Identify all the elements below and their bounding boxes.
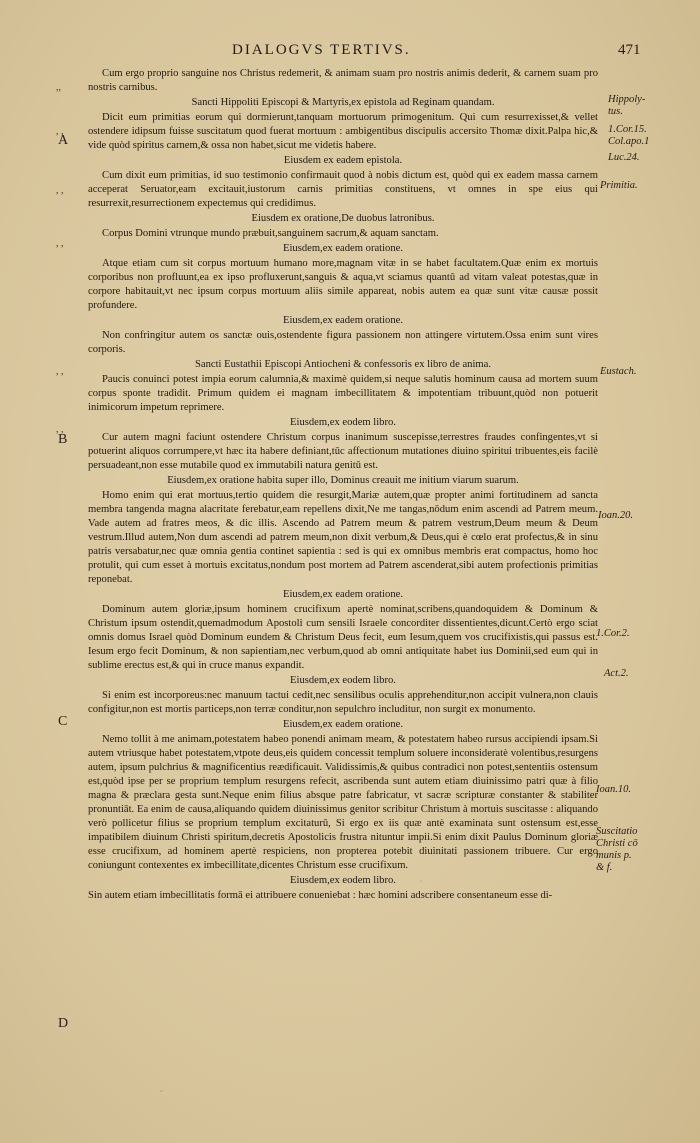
marginal-note: Ioan.10. bbox=[596, 784, 631, 795]
page-header bbox=[0, 42, 700, 66]
marginal-note: Luc.24. bbox=[608, 152, 640, 163]
text-paragraph: Dominum autem gloriæ,ipsum hominem crucifixum apertè nominat,scribens,quandoquidem & Dominum & Christum ipsum ostendit,quemadmodum Apostoli cum sensili Israele concorditer dissentientes,dicunt.Certò ergo sciat omnis domus Israel quòd Dominum eundem & Christum Deus fecit, eum Iesum,quem vos crucifixistis,qui passus est. Iesum ergo fecit Dominum, & non sapientiam,nec verbum,quod ab omni antiquitate habet ius Dominii,sed eum qui in sublime erectus est,& qui in cruce manus expandit. bbox=[88, 604, 598, 671]
section-letter-a: A bbox=[58, 133, 69, 148]
section-letter-d: D bbox=[58, 1016, 69, 1031]
section-heading: Eiusdem,ex eadem oratione. bbox=[282, 589, 404, 600]
gutter-mark: , , bbox=[56, 185, 64, 196]
marginal-note: Act.2. bbox=[604, 668, 629, 679]
text-paragraph: Non confringitur autem os sanctæ ouis,ostendente figura passionem non attingere virtutem.Ossa enim sunt vires corporis. bbox=[88, 330, 598, 355]
section-heading: Sancti Hippoliti Episcopi & Martyris,ex epistola ad Reginam quandam. bbox=[191, 97, 495, 108]
marginal-note: Hippoly- tus. bbox=[608, 94, 646, 117]
section-letter-c: C bbox=[58, 714, 68, 729]
text-paragraph: Nemo tollit à me animam,potestatem habeo ponendi animam meam, & potestatem habeo rursus accipiendi ipsam.Si autem vtriusque habet potestatem,vtpote deus,eis quidem concessit templum soluere inconsideratè volentibus,resurgens autem, ipsum pulchrius & magnificentius reædificauit. Validissimis,& quibus contradici non potest,sententiis ostensum est,quòd ipse per se proprium templum resurgens refecit, ascribenda sunt autem etiam diuinissimo patri quæ à filio magna & præclara gesta sunt.Neque enim filius absque patre fabricatur, vt sacræ scripturæ constanter & stabiliter pronuntiāt. Ea enim de causa,aliquando quidem diuinissimus genitor scribitur Christum à mortuis suscitasse : aliquando verò pollicetur filius se proprium templum excitaturū, Si ergo ex iis quæ antè examinata sunt ostensum est,esse impatibilem diuinum Christi spiritum,decretis Apostolicis frustra nituntur impii.Si enim dixit Paulus Dominum gloriæ esse crucifixum, ad hominem apertè respiciens, non propterea potebit diuinitati passionem tribuere. Cur ergo coniungunt contexentes ex imbecillitate,dicentes Christum esse crucifixum. bbox=[88, 734, 598, 871]
section-letter-b: B bbox=[58, 432, 68, 447]
text-paragraph: Sin autem etiam imbecillitatis formā ei attribuere conueniebat : hæc homini adscribere consentaneum esse di- bbox=[88, 890, 553, 901]
text-paragraph: Corpus Domini vtrunque mundo præbuit,sanguinem sacrum,& aquam sanctam. bbox=[102, 228, 439, 239]
marginal-note: Eustach. bbox=[600, 366, 637, 377]
gutter-mark: , , bbox=[56, 424, 64, 435]
section-heading: Eiusdem ex eadem epistola. bbox=[283, 155, 403, 166]
running-title: DIALOGVS TERTIVS. bbox=[232, 42, 411, 58]
marginal-note: Ioan.20. bbox=[598, 510, 633, 521]
text-paragraph: Cum ergo proprio sanguine nos Christus redemerit, & animam suam pro nostris animis dederit, & carnem suam pro nostris carnibus. bbox=[88, 68, 598, 93]
section-heading: Eiusdem,ex eadem oratione. bbox=[282, 243, 404, 254]
paper-speck bbox=[300, 620, 303, 623]
gutter-mark: , , bbox=[56, 366, 64, 377]
section-heading: Sancti Eustathii Episcopi Antiocheni & confessoris ex libro de anima. bbox=[195, 359, 491, 370]
page-number: 471 bbox=[618, 42, 641, 58]
text-paragraph: Cum dixit eum primitias, id suo testimonio confirmauit quod à nobis dictum est, quòd qui ex eadem massa carnem acceperat Seruator,eam excitauit,iustorum carnis primitias constituens, vt omnes in spe eius qui resurrexit,resurrectionem expectemus qui credidimus. bbox=[88, 170, 598, 209]
section-heading: Eiusdem,ex eodem libro. bbox=[290, 417, 396, 428]
paper-speck bbox=[420, 880, 422, 882]
gutter-mark: , , bbox=[56, 238, 64, 249]
text-paragraph: Paucis conuinci potest impia eorum calumnia,& maximè quidem,si neque salutis hominum causa ad mortem suum corpus sponte tradidit. Primum quidem ei magnam imbecillitatem & impotentiam tribuunt,quòd non potuerit inimicorum impetum reprimere. bbox=[88, 374, 598, 413]
gutter-mark: ,, bbox=[56, 82, 61, 93]
text-paragraph: Dicit eum primitias eorum qui dormierunt,tanquam mortuorum primogenitum. Qui cum resurrexisset,& vellet ostendere idipsum fuisse suscitatum quod fuerat mortuum : ambigentibus discipulis accersito Thomæ dixit.Palpa hic,& vide quòd spiritus carnem,& ossa non habet,sicut me videtis habere. bbox=[88, 112, 598, 151]
marginal-note: Primitia. bbox=[600, 180, 638, 191]
text-paragraph: Cur autem magni faciunt ostendere Christum corpus inanimum suscepisse,terrestres fraudes confingentes,vt si potuerint aliquos corrumpere,vt hæc ita habere definiant,tūc affectionum mutationes diuino spiritui tribuentes,eis facilè persuadeant,non esse mutabile quod ex immutabili natura genitū est. bbox=[88, 432, 598, 471]
main-text-column bbox=[88, 67, 598, 903]
section-heading: Eiusdem,ex oratione habita super illo, Dominus creauit me initium viarum suarum. bbox=[167, 475, 519, 486]
section-heading: Eiusdem,ex eodem libro. bbox=[290, 675, 396, 686]
marginal-note: 1.Cor.2. bbox=[596, 628, 630, 639]
text-paragraph: Si enim est incorporeus:nec manuum tactui cedit,nec sensilibus oculis apprehenditur,non accipit vulnera,non clauis configitur,non est mortis particeps,non terræ conditur,non sepulchro includitur, non surgit ex monumento. bbox=[88, 690, 598, 715]
section-heading: Eiusdem ex oratione,De duobus latronibus. bbox=[251, 213, 435, 224]
text-paragraph: Homo enim qui erat mortuus,tertio quidem die resurgit,Mariæ autem,quæ propter animi fortitudinem ad sancta membra tangenda magna alacritate ferebatur,eam repellens dixit,Ne me tangas,nōdum enim ascendi ad Patrem meum. Vade autem ad fratres meos, & dic illis. Ascendo ad Patrem meum & patrem vestrum,Deum meum & Deum vestrum.Illud autem,Non dum ascendi ad patrem meum,non dixit verbum,& Deus,qui è cœlo erat profectus,& in sinu patris versabatur,nec quæ omnia gentia continet sapientia : sed is qui ex omnibus membris erat compactus, homo hoc protulit, qui cum esset à mortuis excitatus,nondum post mortem ad Patrem ascenderat,sibi autem profectionis primitias reponebat. bbox=[88, 490, 598, 585]
paper-speck bbox=[160, 1090, 163, 1092]
marginal-note: Suscitatio Christi cō munis p. & f. bbox=[596, 826, 638, 873]
section-heading: Eiusdem,ex eadem oratione. bbox=[282, 719, 404, 730]
marginal-note: 1.Cor.15. Col.apo.1 bbox=[608, 124, 650, 147]
section-heading: Eiusdem,ex eodem libro. bbox=[290, 875, 396, 886]
gutter-mark: , , bbox=[56, 126, 64, 137]
text-paragraph: Atque etiam cum sit corpus mortuum humano more,magnam vitæ in se habet facultatem.Quæ enim ex mortuis corporibus non profluunt,ea ex ipso profluxerunt,sanguis & aqua,vt sciamus quantū ad vitam valeat potestas,quæ in corpore habitauit,vt nec ipsum corpus mortuum aliis simile appareat, nobis autem ea quæ sunt vitæ causæ possit profundere. bbox=[88, 258, 598, 311]
section-heading: Eiusdem,ex eadem oratione. bbox=[282, 315, 404, 326]
